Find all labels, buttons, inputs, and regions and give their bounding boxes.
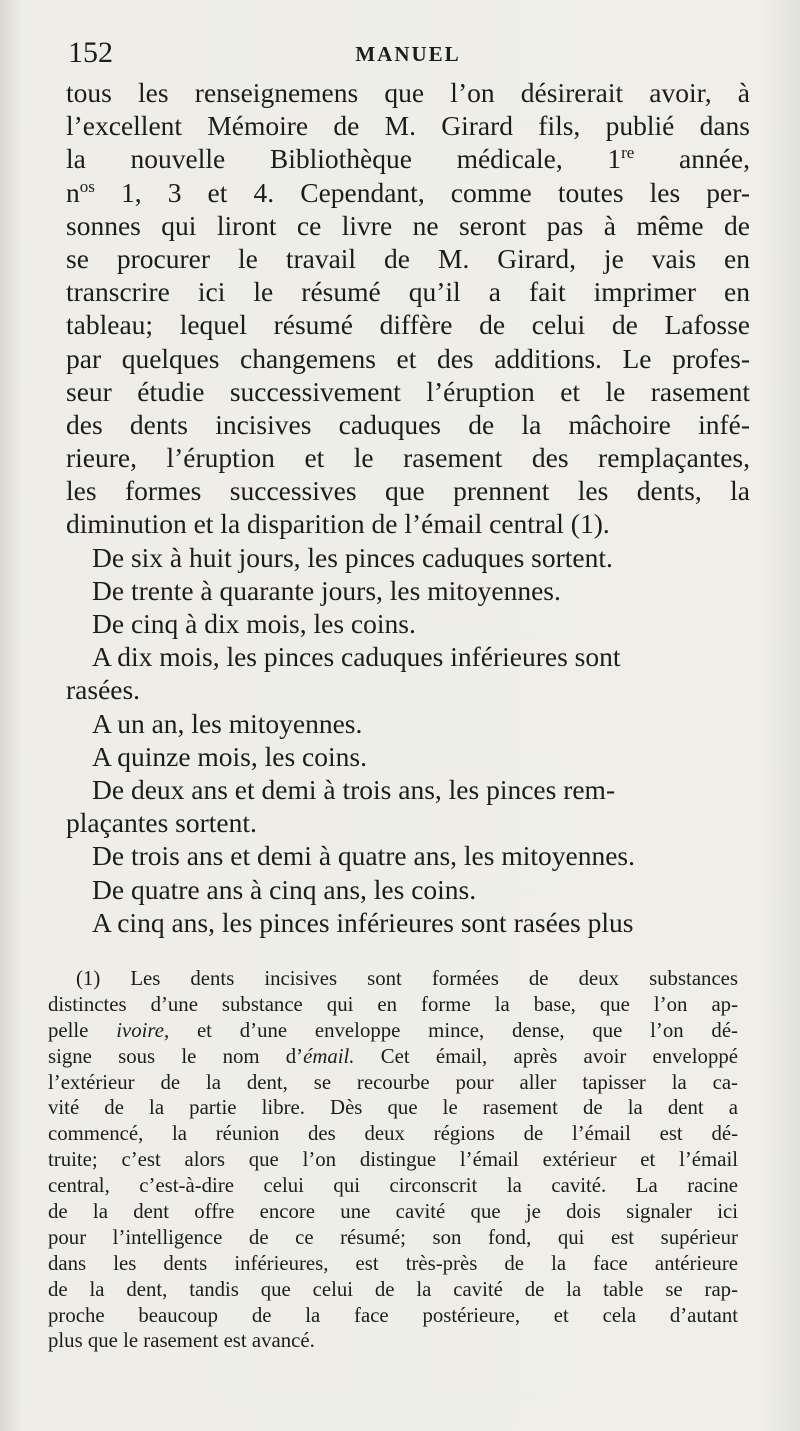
text-line: les formes successives que prennent les dents, la — [66, 475, 750, 507]
text-segment: n — [66, 176, 80, 208]
footnote-line: commencé, la réunion des deux régions de l’émail est dé- — [48, 1122, 738, 1146]
text-line: rasées. — [66, 674, 141, 706]
text-line: l’excellent Mémoire de M. Girard fils, publié dans — [66, 110, 750, 142]
text-line — [66, 142, 750, 175]
page-number: 152 — [68, 36, 113, 69]
text-line: se procurer le travail de M. Girard, je vais en — [66, 242, 750, 274]
text-line: rieure, l’éruption et le rasement des remplaçantes, — [66, 442, 750, 474]
text-line: A dix mois, les pinces caduques inférieures sont — [92, 641, 621, 673]
footnote-marker: (1) — [76, 967, 101, 990]
text-line: diminution et la disparition de l’émail central (1). — [66, 508, 610, 540]
footnote-line: truite; c’est alors que l’on distingue l’émail extérieur et l’émail — [48, 1148, 738, 1172]
footnote-segment: signe sous le nom d’ — [48, 1044, 304, 1068]
text-line: plaçantes sortent. — [66, 807, 257, 839]
footnote-line: vité de la partie libre. Dès que le rasement de la dent a — [48, 1096, 738, 1120]
text-line: De deux ans et demi à trois ans, les pinces rem- — [92, 773, 616, 805]
text-line: sonnes qui liront ce livre ne seront pas à même de — [66, 209, 750, 241]
page-header — [68, 36, 748, 76]
text-line: tableau; lequel résumé diffère de celui de Lafosse — [66, 309, 750, 341]
footnote-line — [48, 1044, 738, 1070]
footnote-line: de la dent offre encore une cavité que je dois signaler ici — [48, 1200, 738, 1224]
footnote-line: l’extérieur de la dent, se recourbe pour aller tapisser la ca- — [48, 1070, 738, 1094]
footnote-line — [48, 1018, 738, 1044]
ordinal-suffix: re — [621, 143, 635, 163]
text-line: des dents incisives caduques de la mâchoire infé- — [66, 408, 750, 440]
ordinal-number: 1 — [607, 143, 622, 175]
footnote-segment: pelle — [48, 1018, 89, 1042]
running-title: MANUEL — [355, 42, 461, 66]
text-segment: année, — [679, 143, 751, 175]
footnote-term-ivoire: ivoire, — [116, 1018, 170, 1042]
footnote-line: plus que le rasement est avancé. — [48, 1329, 315, 1353]
text-line: A cinq ans, les pinces inférieures sont rasées plus — [92, 906, 634, 938]
text-line: De quatre ans à cinq ans, les coins. — [92, 873, 477, 905]
footnote-term-email: émail. — [303, 1044, 355, 1068]
text-line: tous les renseignemens que l’on désirerait avoir, à — [66, 77, 750, 108]
text-line: De trente à quarante jours, les mitoyennes. — [92, 574, 561, 606]
footnote — [48, 966, 738, 1354]
footnote-line: dans les dents inférieures, est très-près de la face antérieure — [48, 1251, 738, 1275]
numero-suffix: os — [79, 176, 95, 196]
footnote-segment: Les dents incisives sont formées de deux substances — [130, 967, 739, 990]
footnote-line: de la dent, tandis que celui de la cavité de la table se rap- — [48, 1277, 738, 1301]
footnote-segment: et d’une enveloppe mince, dense, que l’on dé- — [196, 1018, 738, 1042]
footnote-line: proche beaucoup de la face postérieure, et cela d’autant — [48, 1303, 738, 1327]
text-line: A quinze mois, les coins. — [92, 740, 367, 772]
text-line: par quelques changemens et des additions. Le profes- — [66, 342, 750, 374]
text-line: De cinq à dix mois, les coins. — [92, 608, 416, 639]
footnote-line — [48, 966, 738, 992]
text-line: seur étudie successivement l’éruption et le rasement — [66, 375, 750, 407]
text-line: De trois ans et demi à quatre ans, les mitoyennes. — [92, 840, 635, 872]
text-line: De six à huit jours, les pinces caduques sortent. — [92, 541, 613, 573]
text-segment: la nouvelle Bibliothèque médicale, — [66, 143, 563, 175]
footnote-line: distinctes d’une substance qui en forme la base, que l’on ap- — [48, 992, 738, 1016]
text-line: transcrire ici le résumé qu’il a fait imprimer en — [66, 276, 750, 308]
text-line — [66, 176, 750, 209]
footnote-line: central, c’est-à-dire celui qui circonscrit la cavité. La racine — [48, 1174, 738, 1198]
footnote-line: pour l’intelligence de ce résumé; son fond, qui est supérieur — [48, 1225, 738, 1249]
footnote-segment: Cet émail, après avoir enveloppé — [380, 1044, 738, 1068]
text-line: A un an, les mitoyennes. — [92, 707, 363, 739]
text-segment: 1, 3 et 4. Cependant, comme toutes les per- — [120, 176, 750, 208]
main-text — [66, 76, 750, 939]
